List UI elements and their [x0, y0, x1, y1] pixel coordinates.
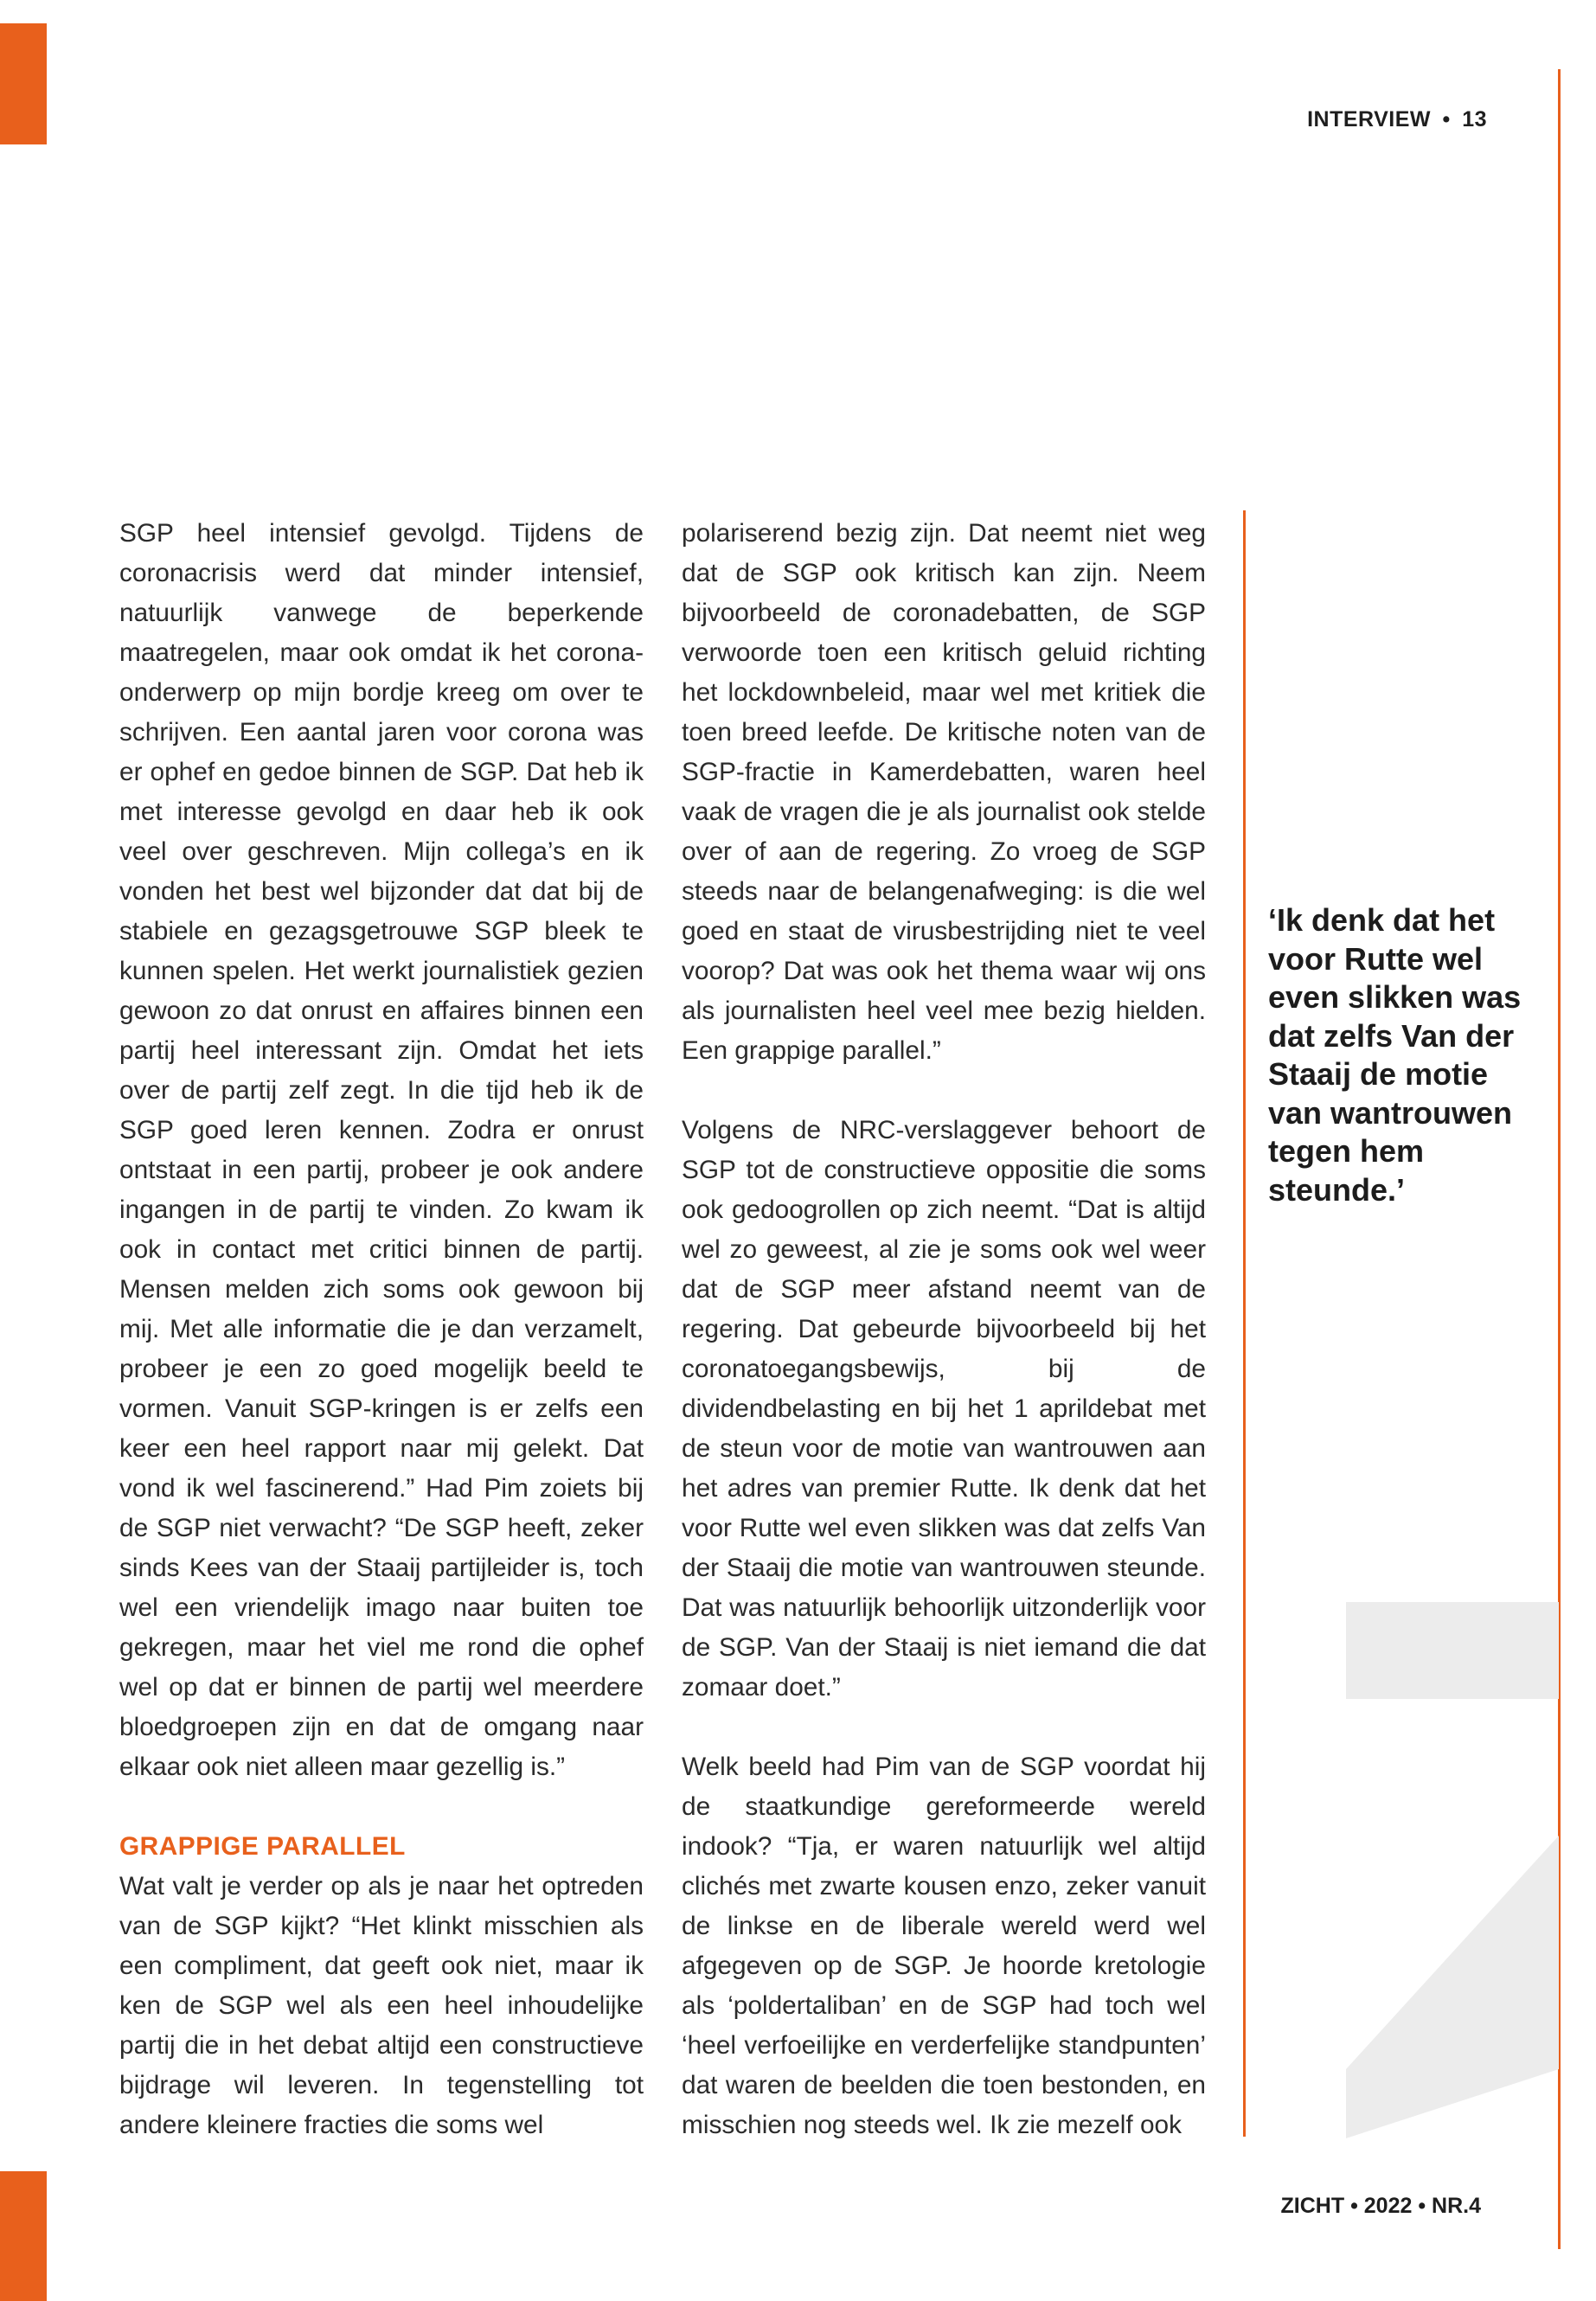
- paragraph: Wat valt je verder op als je naar het optreden van de SGP kijkt? “Het klinkt misschien als een compliment, dat geeft ook niet, maar ik ken de SGP wel als een heel inhoudelijke partij die in het debat altijd een constructieve bijdrage wil leveren. In tegenstelling tot andere kleinere fracties die soms wel: [119, 1872, 644, 2139]
- pull-quote: ‘Ik denk dat het voor Rutte wel even slikken was dat zelfs Van der Staaij de motie van wantrouwen tegen hem steunde.’: [1268, 902, 1522, 1208]
- article-column-2: [682, 514, 1206, 2145]
- orange-edge-tab-bottom: [0, 2171, 47, 2301]
- paragraph: Welk beeld had Pim van de SGP voordat hij de staatkundige gereformeerde wereld indook? “Tja, er waren natuurlijk wel altijd clichés met zwarte kousen enzo, zeker vanuit de linkse en de liberale wereld werd wel afgegeven op de SGP. Je hoorde kretologie als ‘poldertaliban’ en de SGP had toch wel ‘heel verfoeilijke en verderfelijke standpunten’ dat waren de beelden die toen bestonden, en misschien nog steeds wel. Ik zie mezelf ook: [682, 1753, 1206, 2139]
- header-separator: •: [1442, 107, 1451, 131]
- running-head: [1307, 107, 1487, 132]
- article-column-1: [119, 514, 644, 2145]
- paragraph: polariserend bezig zijn. Dat neemt niet weg dat de SGP ook kritisch kan zijn. Neem bijvoorbeeld de coronadebatten, de SGP verwoorde toen een kritisch geluid richting het lockdownbeleid, maar wel met kritiek die toen breed leefde. De kritische noten van de SGP-fractie in Kamerdebatten, waren heel vaak de vragen die je als journalist ook stelde over of aan de regering. Zo vroeg de SGP steeds naar de belangenafweging: is die wel goed en staat de virusbestrijding niet te veel voorop? Dat was ook het thema waar wij ons als journalisten heel veel mee bezig hielden. Een grappige parallel.”: [682, 519, 1206, 1065]
- section-label: INTERVIEW: [1307, 107, 1432, 131]
- footer-issue-info: ZICHT • 2022 • NR.4: [1280, 2194, 1481, 2218]
- decorative-z-shape: [1346, 1602, 1559, 2138]
- paragraph: Volgens de NRC-verslaggever behoort de SGP tot de constructieve oppositie die soms ook gedoogrollen op zich neemt. “Dat is altijd wel zo geweest, al zie je soms ook wel weer dat de SGP meer afstand neemt van de regering. Dat gebeurde bijvoorbeeld bij het coronatoegangsbewijs, bij de dividendbelasting en bij het 1 aprildebat met de steun voor de motie van wantrouwen aan het adres van premier Rutte. Ik denk dat het voor Rutte wel even slikken was dat zelfs Van der Staaij die motie van wantrouwen steunde. Dat was natuurlijk behoorlijk uitzonderlijk voor de SGP. Van der Staaij is niet iemand die dat zomaar doet.”: [682, 1116, 1206, 1702]
- pullquote-rule: [1243, 510, 1246, 2137]
- page-number: 13: [1462, 107, 1487, 131]
- decorative-z-icon: [1346, 1602, 1559, 2138]
- orange-edge-tab-top: [0, 23, 47, 144]
- subheading: GRAPPIGE PARALLEL: [119, 1832, 406, 1861]
- paragraph: SGP heel intensief gevolgd. Tijdens de coronacrisis werd dat minder intensief, natuurlijk vanwege de beperkende maatregelen, maar ook omdat ik het corona-onderwerp op mijn bordje kreeg om over te schrijven. Een aantal jaren voor corona was er ophef en gedoe binnen de SGP. Dat heb ik met interesse gevolgd en daar heb ik ook veel over geschreven. Mijn collega’s en ik vonden het best wel bijzonder dat dat bij de stabiele en gezagsgetrouwe SGP bleek te kunnen spelen. Het werkt journalistiek gezien gewoon zo dat onrust en affaires binnen een partij heel interessant zijn. Omdat het iets over de partij zelf zegt. In die tijd heb ik de SGP goed leren kennen. Zodra er onrust ontstaat in een partij, probeer je ook andere ingangen in de partij te vinden. Zo kwam ik ook in contact met critici binnen de partij. Mensen melden zich soms ook gewoon bij mij. Met alle informatie die je dan verzamelt, probeer je een zo goed mogelijk beeld te vormen. Vanuit SGP-kringen is er zelfs een keer een heel rapport naar mij gelekt. Dat vond ik wel fascinerend.” Had Pim zoiets bij de SGP niet verwacht? “De SGP heeft, zeker sinds Kees van der Staaij partijleider is, toch wel een vriendelijk imago naar buiten toe gekregen, maar het viel me rond die ophef wel op dat er binnen de partij wel meerdere bloedgroepen zijn en dat de omgang naar elkaar ook niet alleen maar gezellig is.”: [119, 519, 644, 1781]
